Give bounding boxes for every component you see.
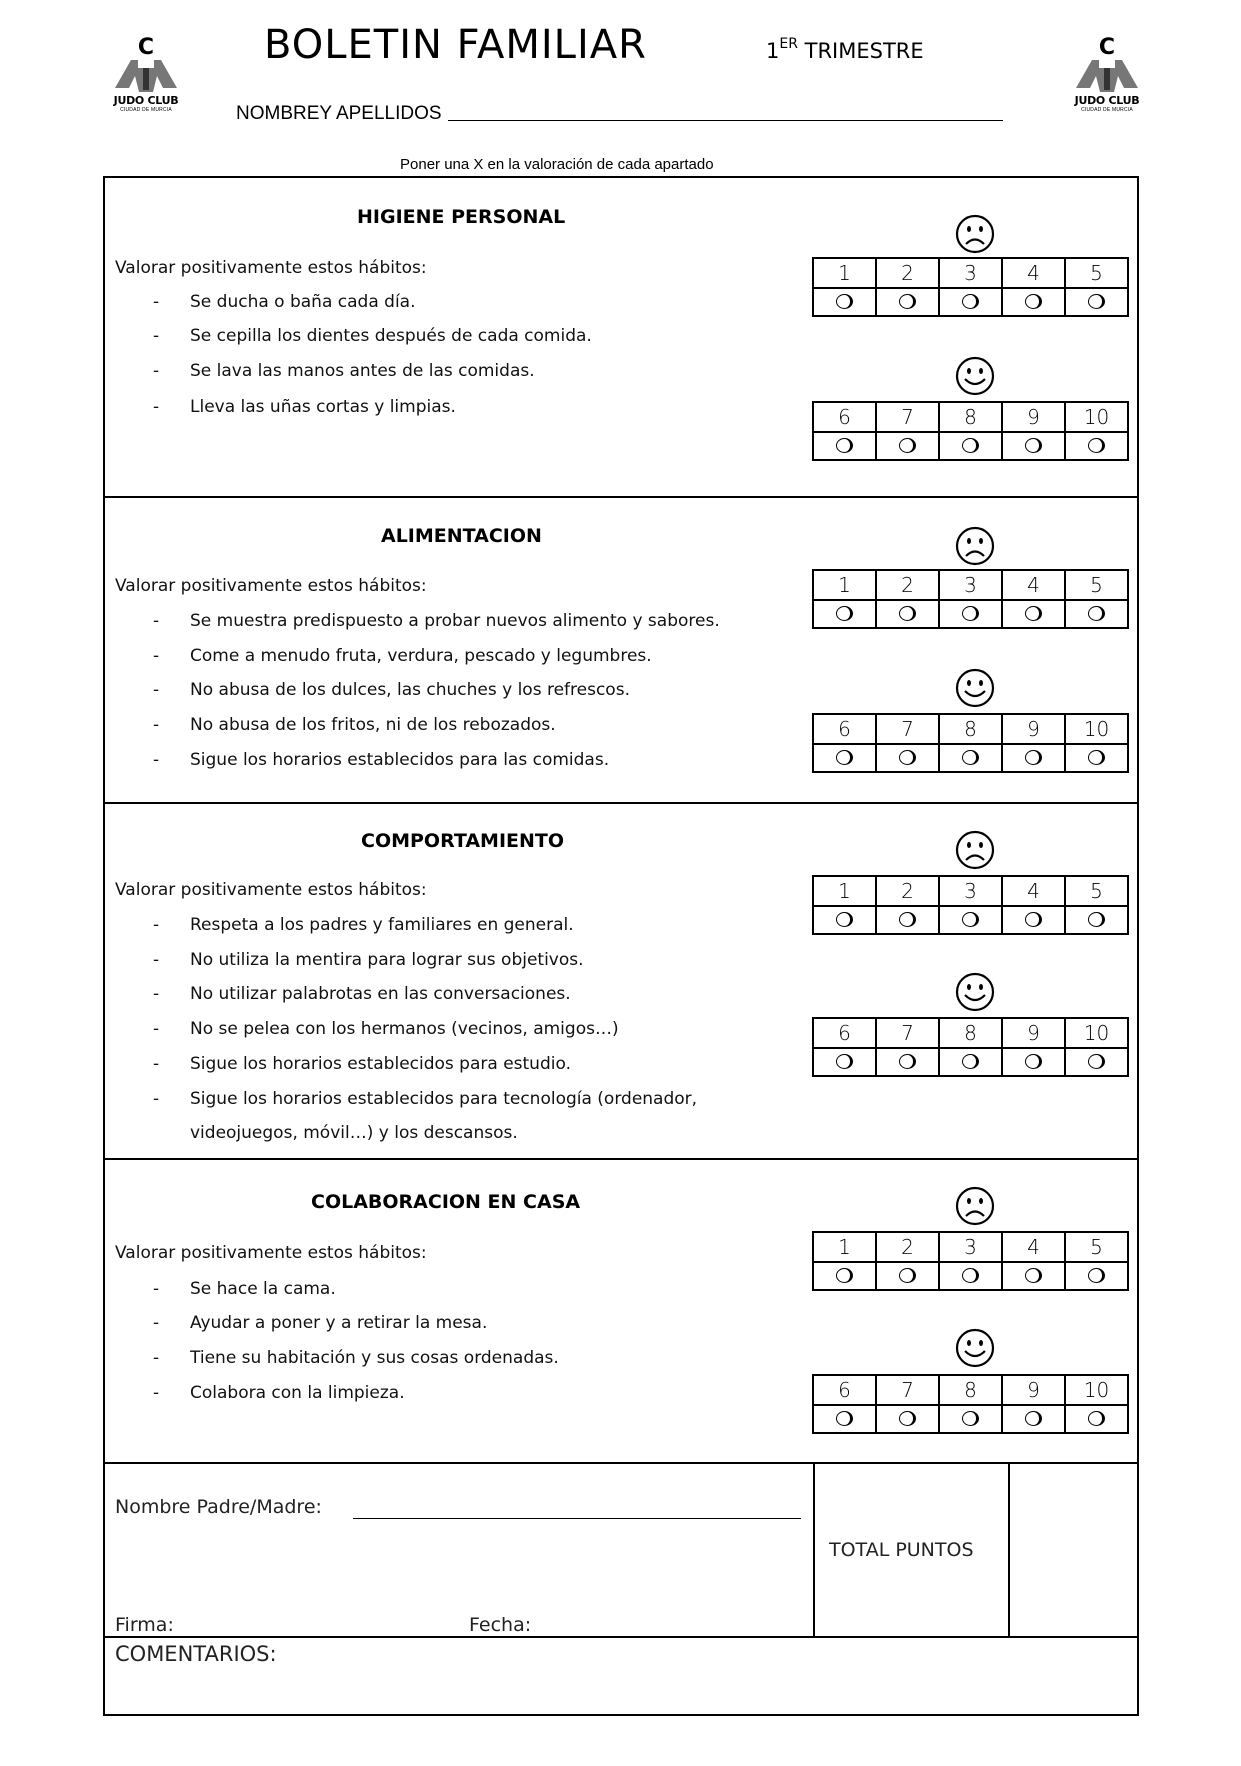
- rating-cell[interactable]: [876, 744, 939, 772]
- habit-item: - Se lava las manos antes de las comidas.: [153, 361, 535, 381]
- rating-radio-1[interactable]: [836, 294, 853, 309]
- rating-number: 2: [876, 1232, 939, 1262]
- rating-cell[interactable]: [1002, 288, 1065, 316]
- rating-radio-6[interactable]: [836, 750, 853, 765]
- rating-number: 10: [1065, 1018, 1128, 1048]
- club-logo-right: [1062, 32, 1152, 112]
- rating-scale-high-alimentacion: [812, 713, 1129, 773]
- rating-scale-high-higiene: [812, 401, 1129, 461]
- section-intro: Valorar positivamente estos hábitos:: [115, 880, 427, 900]
- rating-radio-9[interactable]: [1025, 1411, 1042, 1426]
- rating-radio-10[interactable]: [1088, 438, 1105, 453]
- happy-face-icon: [955, 1328, 995, 1373]
- rating-cell[interactable]: [813, 906, 876, 934]
- habit-item: - Sigue los horarios establecidos para las comidas.: [153, 750, 610, 770]
- happy-face-icon: [955, 356, 995, 401]
- rating-number: 10: [1065, 714, 1128, 744]
- logo-letter: C: [1098, 35, 1116, 60]
- rating-cell[interactable]: [1002, 432, 1065, 460]
- rating-radio-3[interactable]: [962, 606, 979, 621]
- habit-item: - No utilizar palabrotas en las conversaciones.: [153, 984, 571, 1004]
- rating-scale-high-colaboracion: [812, 1374, 1129, 1434]
- rating-number: 6: [813, 714, 876, 744]
- rating-number: 4: [1002, 570, 1065, 600]
- rating-cell[interactable]: [1065, 600, 1128, 628]
- rating-cell[interactable]: [813, 600, 876, 628]
- rating-cell[interactable]: [1002, 906, 1065, 934]
- section-divider: [103, 496, 1139, 498]
- logo-subtext: CIUDAD DE MURCIA: [1081, 107, 1133, 113]
- rating-radio-2[interactable]: [899, 294, 916, 309]
- rating-number: 9: [1002, 1375, 1065, 1405]
- rating-cell[interactable]: [813, 744, 876, 772]
- rating-radio-4[interactable]: [1025, 912, 1042, 927]
- rating-cell[interactable]: [876, 1262, 939, 1290]
- name-input-line[interactable]: [448, 102, 1003, 121]
- section-title-comportamiento: COMPORTAMIENTO: [361, 830, 565, 852]
- rating-cell[interactable]: [1065, 432, 1128, 460]
- habit-item: - No utiliza la mentira para lograr sus objetivos.: [153, 950, 584, 970]
- rating-cell[interactable]: [813, 1048, 876, 1076]
- rating-cell[interactable]: [1065, 1262, 1128, 1290]
- rating-radio-8[interactable]: [962, 1054, 979, 1069]
- rating-cell[interactable]: [876, 600, 939, 628]
- date-label: Fecha:: [469, 1614, 532, 1636]
- rating-number: 6: [813, 1018, 876, 1048]
- rating-cell[interactable]: [1002, 744, 1065, 772]
- rating-number: 6: [813, 402, 876, 432]
- section-divider: [103, 1158, 1139, 1160]
- comments-divider: [103, 1636, 1139, 1638]
- rating-radio-4[interactable]: [1025, 606, 1042, 621]
- rating-number: 5: [1065, 876, 1128, 906]
- name-label: NOMBREY APELLIDOS: [236, 103, 442, 124]
- habit-item: - Lleva las uñas cortas y limpias.: [153, 397, 456, 417]
- rating-radio-8[interactable]: [962, 1411, 979, 1426]
- happy-face-icon: [955, 668, 995, 713]
- rating-cell[interactable]: [1002, 1048, 1065, 1076]
- rating-number: 2: [876, 570, 939, 600]
- happy-face-icon: [955, 972, 995, 1017]
- rating-radio-5[interactable]: [1088, 294, 1105, 309]
- rating-radio-5[interactable]: [1088, 606, 1105, 621]
- section-intro: Valorar positivamente estos hábitos:: [115, 258, 427, 278]
- judoka-icon: [101, 32, 191, 94]
- rating-cell[interactable]: [939, 288, 1002, 316]
- rating-number: 2: [876, 258, 939, 288]
- habit-item: - Se cepilla los dientes después de cada comida.: [153, 326, 592, 346]
- rating-number: 3: [939, 570, 1002, 600]
- sad-face-icon: [955, 1186, 995, 1231]
- rating-radio-1[interactable]: [836, 912, 853, 927]
- rating-number: 10: [1065, 402, 1128, 432]
- rating-number: 8: [939, 1375, 1002, 1405]
- parent-name-input-line[interactable]: [353, 1518, 801, 1519]
- rating-cell[interactable]: [939, 906, 1002, 934]
- footer-divider: [813, 1462, 815, 1636]
- logo-subtext: CIUDAD DE MURCIA: [120, 107, 172, 113]
- rating-number: 4: [1002, 258, 1065, 288]
- rating-number: 8: [939, 1018, 1002, 1048]
- club-logo-left: [101, 32, 191, 112]
- rating-number: 5: [1065, 570, 1128, 600]
- section-title-higiene: HIGIENE PERSONAL: [357, 206, 566, 228]
- rating-cell[interactable]: [876, 1405, 939, 1433]
- comments-label: COMENTARIOS:: [115, 1642, 277, 1666]
- rating-number: 6: [813, 1375, 876, 1405]
- rating-cell[interactable]: [876, 432, 939, 460]
- rating-scale-low-colaboracion: [812, 1231, 1129, 1291]
- section-divider: [103, 1462, 1139, 1464]
- rating-scale-low-alimentacion: [812, 569, 1129, 629]
- habit-item: - Come a menudo fruta, verdura, pescado y legumbres.: [153, 646, 652, 666]
- rating-radio-10[interactable]: [1088, 1411, 1105, 1426]
- sad-face-icon: [955, 214, 995, 259]
- comments-field[interactable]: [110, 1672, 1130, 1712]
- habit-item: - Se muestra predispuesto a probar nuevos alimento y sabores.: [153, 611, 720, 631]
- parent-name-label: Nombre Padre/Madre:: [115, 1496, 322, 1518]
- section-intro: Valorar positivamente estos hábitos:: [115, 1243, 427, 1263]
- rating-number: 5: [1065, 1232, 1128, 1262]
- habit-item-continuation: videojuegos, móvil…) y los descansos.: [190, 1123, 518, 1143]
- rating-radio-9[interactable]: [1025, 750, 1042, 765]
- rating-radio-7[interactable]: [899, 1054, 916, 1069]
- rating-cell[interactable]: [939, 432, 1002, 460]
- rating-cell[interactable]: [813, 1262, 876, 1290]
- rating-cell[interactable]: [813, 1405, 876, 1433]
- rating-radio-10[interactable]: [1088, 750, 1105, 765]
- rating-number: 3: [939, 258, 1002, 288]
- term-ordinal-suffix: ER: [779, 36, 798, 52]
- term-label: [766, 36, 924, 63]
- total-points-label: TOTAL PUNTOS: [829, 1539, 974, 1561]
- rating-cell[interactable]: [1002, 1405, 1065, 1433]
- rating-cell[interactable]: [876, 1048, 939, 1076]
- rating-cell[interactable]: [939, 1405, 1002, 1433]
- footer-divider: [1008, 1462, 1010, 1636]
- rating-cell[interactable]: [813, 432, 876, 460]
- section-title-colaboracion: COLABORACION EN CASA: [311, 1191, 581, 1213]
- rating-number: 7: [876, 1375, 939, 1405]
- rating-radio-3[interactable]: [962, 294, 979, 309]
- rating-number: 4: [1002, 1232, 1065, 1262]
- sad-face-icon: [955, 526, 995, 571]
- page-title: BOLETIN FAMILIAR: [264, 22, 647, 68]
- rating-radio-1[interactable]: [836, 1268, 853, 1283]
- rating-radio-7[interactable]: [899, 1411, 916, 1426]
- rating-number: 2: [876, 876, 939, 906]
- rating-cell[interactable]: [1065, 1048, 1128, 1076]
- total-points-field[interactable]: [1014, 1466, 1134, 1632]
- logo-letter: C: [137, 35, 155, 60]
- rating-cell[interactable]: [1065, 744, 1128, 772]
- rating-radio-3[interactable]: [962, 1268, 979, 1283]
- rating-radio-6[interactable]: [836, 438, 853, 453]
- rating-scale-low-comportamiento: [812, 875, 1129, 935]
- rating-cell[interactable]: [939, 600, 1002, 628]
- rating-radio-6[interactable]: [836, 1054, 853, 1069]
- rating-scale-high-comportamiento: [812, 1017, 1129, 1077]
- rating-radio-2[interactable]: [899, 606, 916, 621]
- rating-cell[interactable]: [1065, 906, 1128, 934]
- rating-radio-8[interactable]: [962, 438, 979, 453]
- signature-label: Firma:: [115, 1614, 174, 1636]
- rating-radio-9[interactable]: [1025, 438, 1042, 453]
- rating-cell[interactable]: [1002, 1262, 1065, 1290]
- rating-number: 9: [1002, 1018, 1065, 1048]
- section-title-alimentacion: ALIMENTACION: [381, 525, 542, 547]
- rating-radio-7[interactable]: [899, 750, 916, 765]
- term-word: TRIMESTRE: [804, 39, 924, 63]
- rating-number: 8: [939, 402, 1002, 432]
- habit-item: - No abusa de los dulces, las chuches y los refrescos.: [153, 680, 630, 700]
- habit-item: - Se hace la cama.: [153, 1279, 336, 1299]
- habit-item: - Respeta a los padres y familiares en general.: [153, 915, 574, 935]
- rating-number: 8: [939, 714, 1002, 744]
- rating-number: 3: [939, 1232, 1002, 1262]
- rating-cell[interactable]: [939, 1262, 1002, 1290]
- habit-item: - Sigue los horarios establecidos para tecnología (ordenador,: [153, 1089, 698, 1109]
- habit-item: - No abusa de los fritos, ni de los rebozados.: [153, 715, 556, 735]
- rating-radio-1[interactable]: [836, 606, 853, 621]
- logo-text: JUDO CLUB: [113, 94, 179, 107]
- habit-item: - Colabora con la limpieza.: [153, 1383, 405, 1403]
- rating-radio-9[interactable]: [1025, 1054, 1042, 1069]
- rating-cell[interactable]: [876, 906, 939, 934]
- rating-number: 7: [876, 714, 939, 744]
- rating-cell[interactable]: [876, 288, 939, 316]
- rating-number: 4: [1002, 876, 1065, 906]
- rating-number: 1: [813, 570, 876, 600]
- rating-radio-3[interactable]: [962, 912, 979, 927]
- rating-radio-8[interactable]: [962, 750, 979, 765]
- rating-radio-2[interactable]: [899, 912, 916, 927]
- rating-number: 9: [1002, 714, 1065, 744]
- rating-number: 7: [876, 402, 939, 432]
- rating-number: 1: [813, 1232, 876, 1262]
- rating-radio-6[interactable]: [836, 1411, 853, 1426]
- section-intro: Valorar positivamente estos hábitos:: [115, 576, 427, 596]
- rating-cell[interactable]: [939, 1048, 1002, 1076]
- habit-item: - Se ducha o baña cada día.: [153, 292, 416, 312]
- rating-cell[interactable]: [939, 744, 1002, 772]
- term-ordinal: 1: [766, 39, 780, 63]
- rating-radio-7[interactable]: [899, 438, 916, 453]
- rating-number: 5: [1065, 258, 1128, 288]
- rating-number: 3: [939, 876, 1002, 906]
- habit-item: - No se pelea con los hermanos (vecinos, amigos…): [153, 1019, 619, 1039]
- rating-cell[interactable]: [1065, 1405, 1128, 1433]
- rating-number: 1: [813, 876, 876, 906]
- rating-radio-4[interactable]: [1025, 294, 1042, 309]
- habit-item: - Ayudar a poner y a retirar la mesa.: [153, 1313, 488, 1333]
- rating-radio-10[interactable]: [1088, 1054, 1105, 1069]
- rating-radio-4[interactable]: [1025, 1268, 1042, 1283]
- section-divider: [103, 802, 1139, 804]
- instruction-text: Poner una X en la valoración de cada apartado: [400, 156, 714, 173]
- sad-face-icon: [955, 830, 995, 875]
- rating-cell[interactable]: [1065, 288, 1128, 316]
- rating-cell[interactable]: [813, 288, 876, 316]
- rating-radio-5[interactable]: [1088, 1268, 1105, 1283]
- logo-text: JUDO CLUB: [1074, 94, 1140, 107]
- rating-number: 7: [876, 1018, 939, 1048]
- judoka-icon: [1062, 32, 1152, 94]
- habit-item: - Tiene su habitación y sus cosas ordenadas.: [153, 1348, 559, 1368]
- rating-radio-5[interactable]: [1088, 912, 1105, 927]
- rating-scale-low-higiene: [812, 257, 1129, 317]
- rating-cell[interactable]: [1002, 600, 1065, 628]
- rating-radio-2[interactable]: [899, 1268, 916, 1283]
- rating-number: 1: [813, 258, 876, 288]
- rating-number: 9: [1002, 402, 1065, 432]
- name-field[interactable]: [236, 102, 1003, 125]
- habit-item: - Sigue los horarios establecidos para estudio.: [153, 1054, 571, 1074]
- rating-number: 10: [1065, 1375, 1128, 1405]
